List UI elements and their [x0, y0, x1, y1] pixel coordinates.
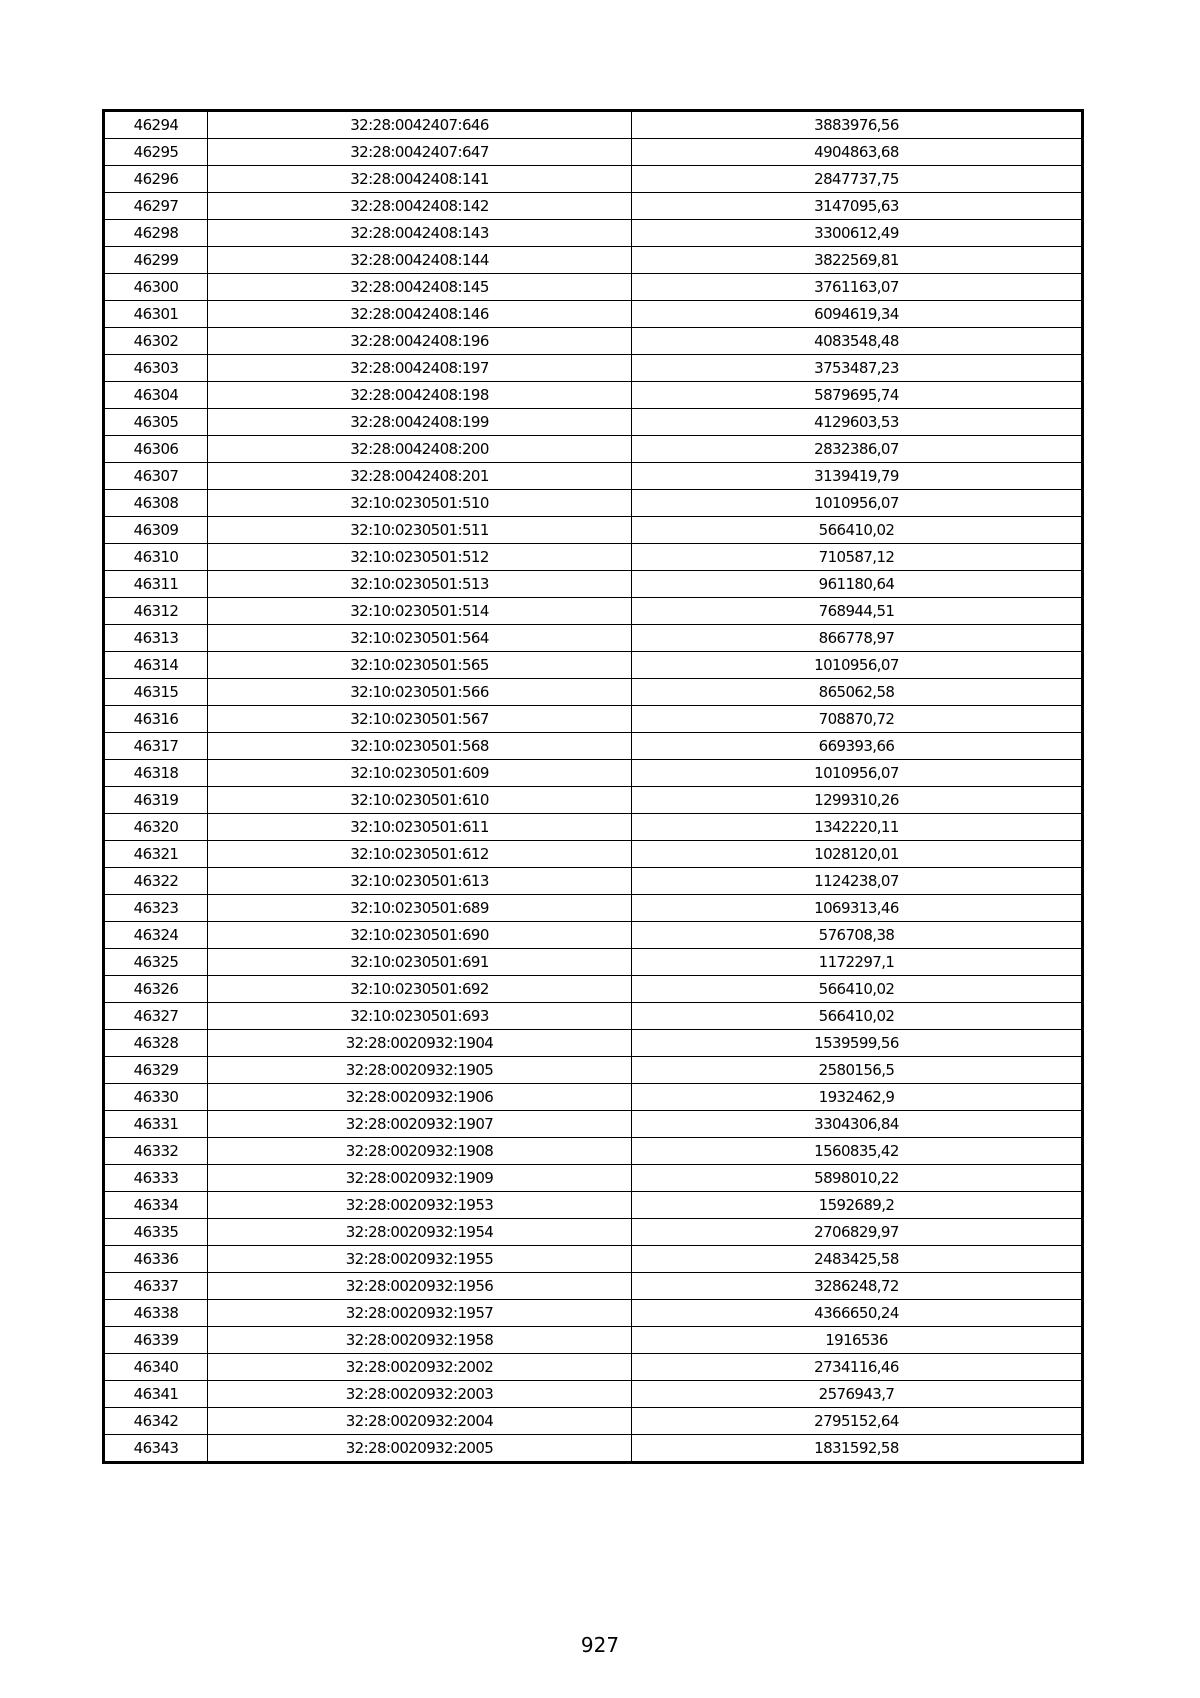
row-number-cell: 46303 — [104, 355, 208, 382]
cadastral-number-cell: 32:10:0230501:568 — [208, 733, 632, 760]
cadastral-number-cell: 32:28:0042408:143 — [208, 220, 632, 247]
cadastral-value-cell: 3300612,49 — [632, 220, 1083, 247]
cadastral-number-cell: 32:28:0020932:2002 — [208, 1354, 632, 1381]
cadastral-value-cell: 961180,64 — [632, 571, 1083, 598]
cadastral-number-cell: 32:28:0042408:146 — [208, 301, 632, 328]
cadastral-number-cell: 32:28:0020932:1957 — [208, 1300, 632, 1327]
row-number-cell: 46310 — [104, 544, 208, 571]
cadastral-number-cell: 32:10:0230501:690 — [208, 922, 632, 949]
cadastral-value-cell: 2706829,97 — [632, 1219, 1083, 1246]
cadastral-number-cell: 32:10:0230501:692 — [208, 976, 632, 1003]
table-row — [104, 895, 1083, 922]
table-row — [104, 1327, 1083, 1354]
table-row — [104, 679, 1083, 706]
cadastral-value-cell: 1172297,1 — [632, 949, 1083, 976]
row-number-cell: 46300 — [104, 274, 208, 301]
cadastral-value-cell: 4904863,68 — [632, 139, 1083, 166]
table-row — [104, 598, 1083, 625]
table-row — [104, 355, 1083, 382]
row-number-cell: 46321 — [104, 841, 208, 868]
table-row — [104, 841, 1083, 868]
cadastral-value-cell: 3304306,84 — [632, 1111, 1083, 1138]
table-row — [104, 1435, 1083, 1463]
cadastral-number-cell: 32:28:0020932:1906 — [208, 1084, 632, 1111]
cadastral-number-cell: 32:28:0020932:1956 — [208, 1273, 632, 1300]
table-row — [104, 1219, 1083, 1246]
table-row — [104, 247, 1083, 274]
cadastral-value-cell: 4366650,24 — [632, 1300, 1083, 1327]
cadastral-number-cell: 32:28:0020932:1905 — [208, 1057, 632, 1084]
row-number-cell: 46306 — [104, 436, 208, 463]
cadastral-number-cell: 32:28:0020932:1907 — [208, 1111, 632, 1138]
row-number-cell: 46340 — [104, 1354, 208, 1381]
cadastral-value-cell: 1932462,9 — [632, 1084, 1083, 1111]
cadastral-value-cell: 2795152,64 — [632, 1408, 1083, 1435]
cadastral-number-cell: 32:10:0230501:612 — [208, 841, 632, 868]
cadastral-number-cell: 32:28:0042408:198 — [208, 382, 632, 409]
cadastral-number-cell: 32:10:0230501:512 — [208, 544, 632, 571]
row-number-cell: 46339 — [104, 1327, 208, 1354]
cadastral-value-cell: 1069313,46 — [632, 895, 1083, 922]
table-row — [104, 1408, 1083, 1435]
cadastral-number-cell: 32:10:0230501:565 — [208, 652, 632, 679]
row-number-cell: 46328 — [104, 1030, 208, 1057]
table-row — [104, 436, 1083, 463]
cadastral-number-cell: 32:28:0020932:1908 — [208, 1138, 632, 1165]
cadastral-number-cell: 32:28:0020932:1953 — [208, 1192, 632, 1219]
cadastral-value-cell: 3753487,23 — [632, 355, 1083, 382]
cadastral-value-cell: 4129603,53 — [632, 409, 1083, 436]
row-number-cell: 46342 — [104, 1408, 208, 1435]
table-row — [104, 193, 1083, 220]
table-row — [104, 625, 1083, 652]
table-row — [104, 1003, 1083, 1030]
cadastral-value-cell: 2847737,75 — [632, 166, 1083, 193]
cadastral-number-cell: 32:28:0020932:1909 — [208, 1165, 632, 1192]
cadastral-number-cell: 32:28:0042408:200 — [208, 436, 632, 463]
row-number-cell: 46320 — [104, 814, 208, 841]
table-row — [104, 1300, 1083, 1327]
cadastral-value-cell: 1010956,07 — [632, 760, 1083, 787]
row-number-cell: 46334 — [104, 1192, 208, 1219]
table-row — [104, 1057, 1083, 1084]
cadastral-value-cell: 566410,02 — [632, 976, 1083, 1003]
row-number-cell: 46331 — [104, 1111, 208, 1138]
cadastral-number-cell: 32:28:0042408:201 — [208, 463, 632, 490]
table-row — [104, 544, 1083, 571]
table-row — [104, 166, 1083, 193]
cadastral-value-cell: 1028120,01 — [632, 841, 1083, 868]
table-body — [104, 111, 1083, 1463]
row-number-cell: 46324 — [104, 922, 208, 949]
row-number-cell: 46338 — [104, 1300, 208, 1327]
cadastral-number-cell: 32:10:0230501:691 — [208, 949, 632, 976]
cadastral-value-cell: 3883976,56 — [632, 111, 1083, 139]
cadastral-number-cell: 32:10:0230501:689 — [208, 895, 632, 922]
table-row — [104, 787, 1083, 814]
row-number-cell: 46311 — [104, 571, 208, 598]
table-row — [104, 517, 1083, 544]
row-number-cell: 46313 — [104, 625, 208, 652]
cadastral-value-table — [102, 109, 1084, 1464]
table-row — [104, 1273, 1083, 1300]
table-row — [104, 220, 1083, 247]
cadastral-value-cell: 708870,72 — [632, 706, 1083, 733]
cadastral-number-cell: 32:10:0230501:513 — [208, 571, 632, 598]
table-row — [104, 949, 1083, 976]
cadastral-number-cell: 32:28:0042408:197 — [208, 355, 632, 382]
table-row — [104, 922, 1083, 949]
cadastral-value-cell: 566410,02 — [632, 517, 1083, 544]
cadastral-value-cell: 3822569,81 — [632, 247, 1083, 274]
cadastral-value-cell: 6094619,34 — [632, 301, 1083, 328]
table-row — [104, 571, 1083, 598]
cadastral-number-cell: 32:28:0020932:1958 — [208, 1327, 632, 1354]
cadastral-value-cell: 2483425,58 — [632, 1246, 1083, 1273]
table-row — [104, 976, 1083, 1003]
row-number-cell: 46305 — [104, 409, 208, 436]
cadastral-number-cell: 32:10:0230501:613 — [208, 868, 632, 895]
row-number-cell: 46343 — [104, 1435, 208, 1463]
cadastral-number-cell: 32:28:0042407:647 — [208, 139, 632, 166]
cadastral-value-cell: 4083548,48 — [632, 328, 1083, 355]
row-number-cell: 46335 — [104, 1219, 208, 1246]
table-row — [104, 1192, 1083, 1219]
cadastral-number-cell: 32:28:0042407:646 — [208, 111, 632, 139]
cadastral-number-cell: 32:10:0230501:611 — [208, 814, 632, 841]
table-row — [104, 490, 1083, 517]
row-number-cell: 46316 — [104, 706, 208, 733]
cadastral-number-cell: 32:28:0020932:2005 — [208, 1435, 632, 1463]
table-row — [104, 139, 1083, 166]
row-number-cell: 46297 — [104, 193, 208, 220]
row-number-cell: 46332 — [104, 1138, 208, 1165]
row-number-cell: 46325 — [104, 949, 208, 976]
cadastral-number-cell: 32:28:0020932:1955 — [208, 1246, 632, 1273]
cadastral-value-cell: 3147095,63 — [632, 193, 1083, 220]
cadastral-value-cell: 1592689,2 — [632, 1192, 1083, 1219]
row-number-cell: 46323 — [104, 895, 208, 922]
cadastral-number-cell: 32:10:0230501:609 — [208, 760, 632, 787]
cadastral-value-cell: 2832386,07 — [632, 436, 1083, 463]
table-row — [104, 328, 1083, 355]
cadastral-value-cell: 3139419,79 — [632, 463, 1083, 490]
table-row — [104, 1084, 1083, 1111]
cadastral-value-cell: 866778,97 — [632, 625, 1083, 652]
table-row — [104, 463, 1083, 490]
row-number-cell: 46301 — [104, 301, 208, 328]
cadastral-value-cell: 1916536 — [632, 1327, 1083, 1354]
row-number-cell: 46315 — [104, 679, 208, 706]
cadastral-number-cell: 32:10:0230501:514 — [208, 598, 632, 625]
cadastral-number-cell: 32:28:0020932:2004 — [208, 1408, 632, 1435]
table-row — [104, 274, 1083, 301]
row-number-cell: 46314 — [104, 652, 208, 679]
cadastral-value-cell: 2580156,5 — [632, 1057, 1083, 1084]
row-number-cell: 46317 — [104, 733, 208, 760]
row-number-cell: 46322 — [104, 868, 208, 895]
cadastral-number-cell: 32:28:0042408:142 — [208, 193, 632, 220]
table-row — [104, 760, 1083, 787]
row-number-cell: 46295 — [104, 139, 208, 166]
table-row — [104, 1381, 1083, 1408]
cadastral-value-cell: 865062,58 — [632, 679, 1083, 706]
cadastral-number-cell: 32:10:0230501:567 — [208, 706, 632, 733]
cadastral-number-cell: 32:10:0230501:693 — [208, 1003, 632, 1030]
cadastral-value-cell: 1010956,07 — [632, 490, 1083, 517]
cadastral-number-cell: 32:10:0230501:564 — [208, 625, 632, 652]
cadastral-value-cell: 566410,02 — [632, 1003, 1083, 1030]
row-number-cell: 46327 — [104, 1003, 208, 1030]
cadastral-value-cell: 768944,51 — [632, 598, 1083, 625]
table-row — [104, 868, 1083, 895]
row-number-cell: 46302 — [104, 328, 208, 355]
cadastral-number-cell: 32:28:0042408:141 — [208, 166, 632, 193]
row-number-cell: 46336 — [104, 1246, 208, 1273]
row-number-cell: 46299 — [104, 247, 208, 274]
row-number-cell: 46333 — [104, 1165, 208, 1192]
cadastral-value-cell: 5898010,22 — [632, 1165, 1083, 1192]
cadastral-number-cell: 32:10:0230501:511 — [208, 517, 632, 544]
cadastral-number-cell: 32:28:0020932:1954 — [208, 1219, 632, 1246]
cadastral-number-cell: 32:28:0042408:196 — [208, 328, 632, 355]
cadastral-value-cell: 1831592,58 — [632, 1435, 1083, 1463]
row-number-cell: 46308 — [104, 490, 208, 517]
row-number-cell: 46341 — [104, 1381, 208, 1408]
cadastral-value-cell: 1299310,26 — [632, 787, 1083, 814]
cadastral-number-cell: 32:10:0230501:510 — [208, 490, 632, 517]
cadastral-value-cell: 1124238,07 — [632, 868, 1083, 895]
cadastral-number-cell: 32:28:0020932:1904 — [208, 1030, 632, 1057]
cadastral-value-cell: 3286248,72 — [632, 1273, 1083, 1300]
cadastral-value-cell: 1342220,11 — [632, 814, 1083, 841]
row-number-cell: 46298 — [104, 220, 208, 247]
row-number-cell: 46318 — [104, 760, 208, 787]
table-row — [104, 409, 1083, 436]
table-row — [104, 733, 1083, 760]
cadastral-value-cell: 3761163,07 — [632, 274, 1083, 301]
row-number-cell: 46309 — [104, 517, 208, 544]
row-number-cell: 46326 — [104, 976, 208, 1003]
row-number-cell: 46312 — [104, 598, 208, 625]
cadastral-number-cell: 32:10:0230501:566 — [208, 679, 632, 706]
cadastral-value-cell: 710587,12 — [632, 544, 1083, 571]
cadastral-number-cell: 32:28:0042408:199 — [208, 409, 632, 436]
table-row — [104, 1138, 1083, 1165]
page-number: 927 — [580, 1633, 620, 1657]
cadastral-value-cell: 2734116,46 — [632, 1354, 1083, 1381]
table-row — [104, 1246, 1083, 1273]
row-number-cell: 46329 — [104, 1057, 208, 1084]
table-row — [104, 301, 1083, 328]
table-row — [104, 1111, 1083, 1138]
cadastral-number-cell: 32:28:0042408:145 — [208, 274, 632, 301]
cadastral-value-cell: 1539599,56 — [632, 1030, 1083, 1057]
cadastral-value-cell: 2576943,7 — [632, 1381, 1083, 1408]
table-row — [104, 706, 1083, 733]
cadastral-number-cell: 32:28:0042408:144 — [208, 247, 632, 274]
table-row — [104, 1165, 1083, 1192]
row-number-cell: 46294 — [104, 111, 208, 139]
row-number-cell: 46319 — [104, 787, 208, 814]
cadastral-number-cell: 32:28:0020932:2003 — [208, 1381, 632, 1408]
row-number-cell: 46337 — [104, 1273, 208, 1300]
table-row — [104, 652, 1083, 679]
cadastral-value-cell: 576708,38 — [632, 922, 1083, 949]
table-row — [104, 814, 1083, 841]
cadastral-value-cell: 1010956,07 — [632, 652, 1083, 679]
row-number-cell: 46307 — [104, 463, 208, 490]
table-row — [104, 1030, 1083, 1057]
cadastral-value-cell: 5879695,74 — [632, 382, 1083, 409]
row-number-cell: 46330 — [104, 1084, 208, 1111]
table-row — [104, 382, 1083, 409]
table-row — [104, 1354, 1083, 1381]
row-number-cell: 46296 — [104, 166, 208, 193]
cadastral-value-cell: 1560835,42 — [632, 1138, 1083, 1165]
table-row — [104, 111, 1083, 139]
row-number-cell: 46304 — [104, 382, 208, 409]
cadastral-number-cell: 32:10:0230501:610 — [208, 787, 632, 814]
cadastral-value-cell: 669393,66 — [632, 733, 1083, 760]
